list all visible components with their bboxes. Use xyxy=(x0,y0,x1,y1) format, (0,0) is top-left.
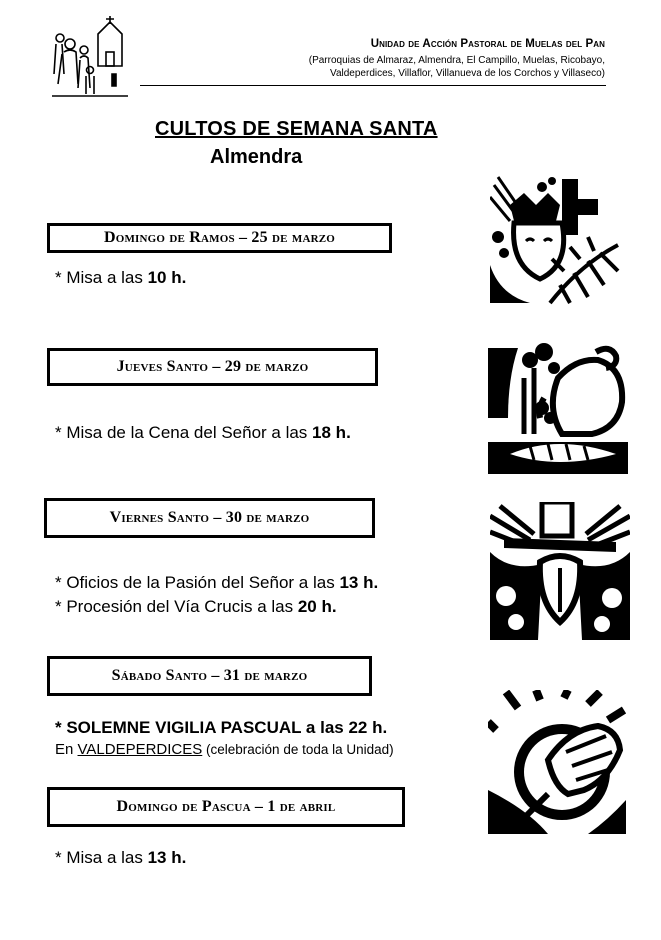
day-box-domingo-pascua xyxy=(47,787,405,827)
parish-logo-icon xyxy=(50,14,130,98)
header-organization: Unidad de Acción Pastoral de Muelas del Pan xyxy=(370,38,605,50)
schedule-line: * Misa de la Cena del Señor a las 18 h. xyxy=(55,423,351,442)
palm-sunday-icon xyxy=(490,175,622,310)
day-box-jueves-santo xyxy=(47,348,378,386)
day-box-domingo-ramos xyxy=(47,223,392,253)
vigil-location-line: En VALDEPERDICES (celebración de toda la Unidad) xyxy=(55,741,394,758)
last-supper-icon xyxy=(488,338,628,479)
header-divider xyxy=(140,85,606,86)
day-label: Viernes Santo – 30 de marzo xyxy=(109,509,310,526)
vigil-line: * SOLEMNE VIGILIA PASCUAL a las 22 h. xyxy=(55,718,388,737)
page-subtitle: Almendra xyxy=(210,146,303,168)
easter-vigil-icon xyxy=(488,690,626,839)
schedule-line: * Misa a las 13 h. xyxy=(55,848,187,867)
header-parishes: (Parroquias de Almaraz, Almendra, El Campillo, Muelas, Ricobayo, Valdeperdices, Villaflor, Villanueva de los Corchos y Villaseco) xyxy=(308,55,605,79)
schedule-line: * Misa a las 10 h. xyxy=(55,268,187,287)
schedule-line: * Procesión del Vía Crucis a las 20 h. xyxy=(55,597,337,616)
schedule-line: * Oficios de la Pasión del Señor a las 13 h. xyxy=(55,573,379,592)
day-label: Jueves Santo – 29 de marzo xyxy=(116,358,309,375)
day-label: Domingo de Ramos – 25 de marzo xyxy=(103,229,336,246)
day-label: Sábado Santo – 31 de marzo xyxy=(111,667,308,684)
day-box-viernes-santo xyxy=(44,498,375,538)
page-title: CULTOS DE SEMANA SANTA xyxy=(155,118,438,140)
day-box-sabado-santo xyxy=(47,656,372,696)
day-label: Domingo de Pascua – 1 de abril xyxy=(116,798,336,815)
crucifixion-icon xyxy=(490,502,630,645)
